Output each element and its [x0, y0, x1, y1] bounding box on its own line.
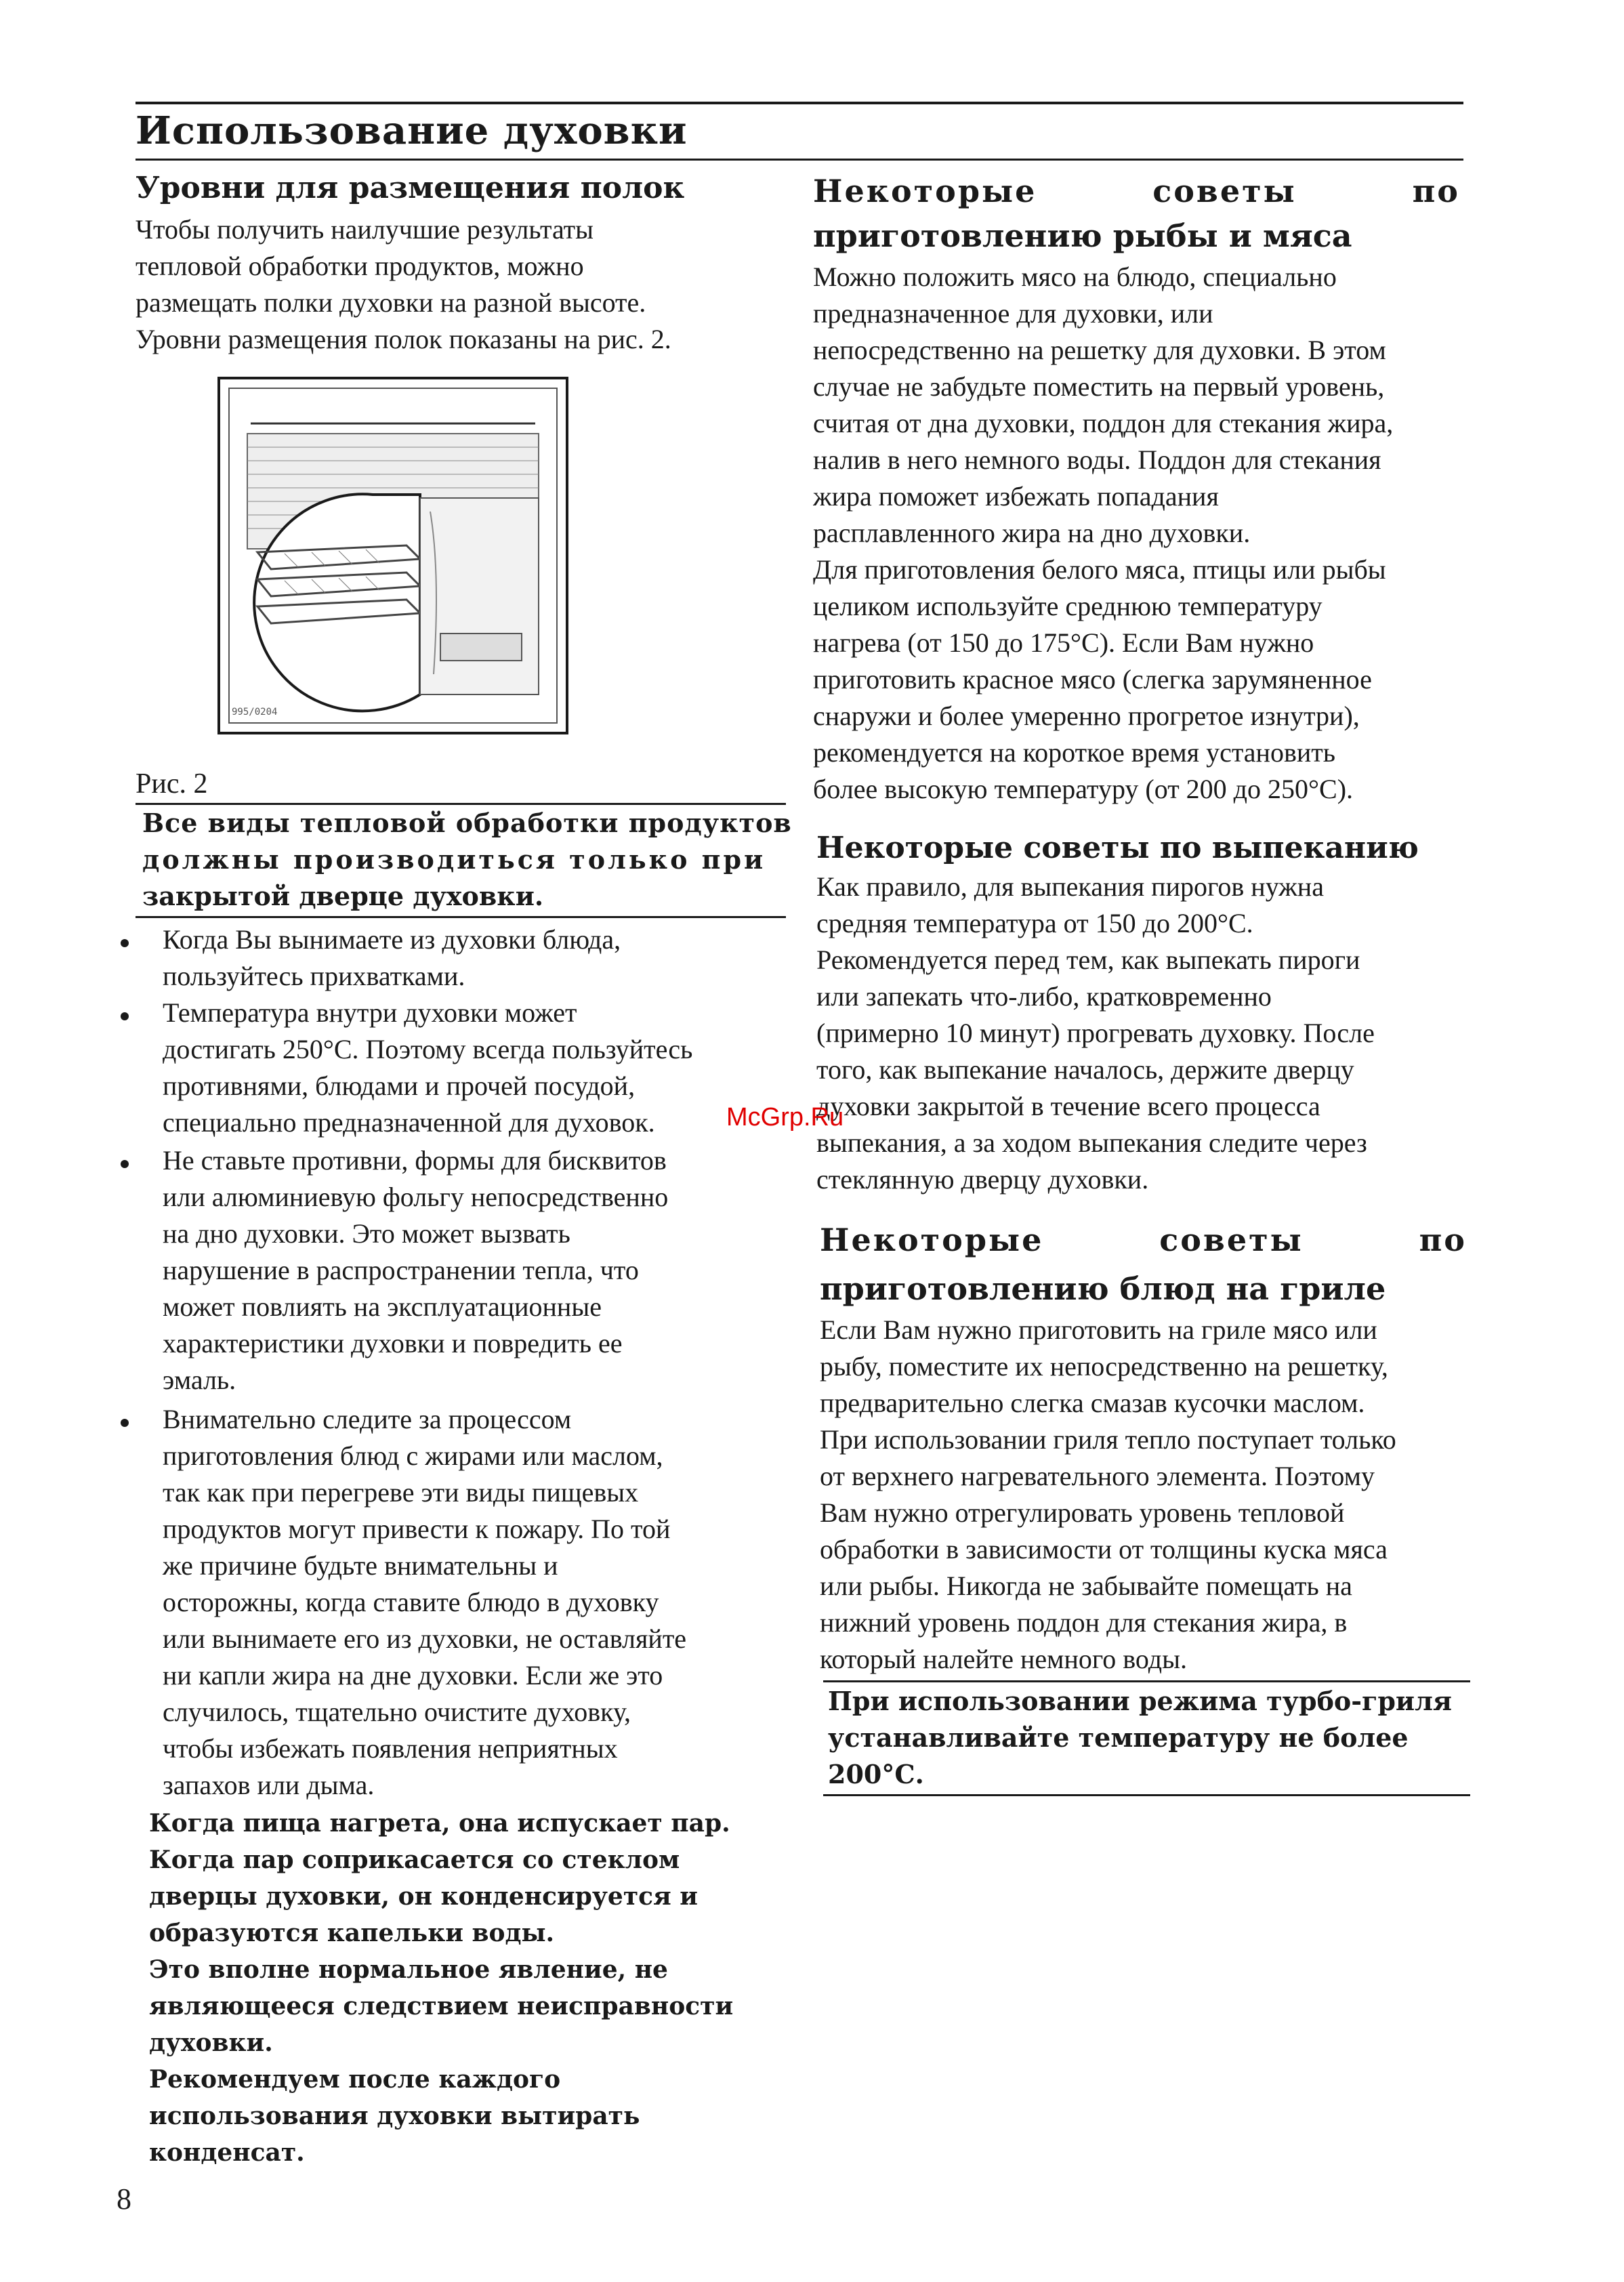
figure-code: 995/0204 — [232, 707, 278, 718]
title-rule — [136, 159, 1463, 161]
bullet-line: запахов или дыма. — [163, 1770, 375, 1800]
bullet-item — [163, 995, 692, 1141]
note-line: Это вполне нормальное явление, не — [149, 1955, 668, 1984]
body-line: Для приготовления белого мяса, птицы или рыбы — [813, 554, 1386, 585]
section-heading: Некоторые советы по — [820, 1222, 1467, 1258]
turbo-line: При использовании режима турбо-гриля — [828, 1686, 1452, 1716]
bullet-line: случилось, тщательно очистите духовку, — [163, 1697, 631, 1727]
bullet-line: Не ставьте противни, формы для бисквитов — [163, 1145, 667, 1176]
body-line: считая от дна духовки, поддон для стекания жира, — [813, 408, 1394, 438]
body-line: Если Вам нужно приготовить на гриле мясо или — [820, 1314, 1377, 1345]
turbo-bottom-rule — [823, 1794, 1470, 1796]
note-line: являющееся следствием неисправности — [149, 1992, 734, 2020]
body-line: целиком используйте среднюю температуру — [813, 591, 1323, 621]
body-line: более высокую температуру (от 200 до 250°С). — [813, 774, 1354, 804]
bullet-line: пользуйтесь прихватками. — [163, 961, 465, 991]
body-line: нагрева (от 150 до 175°С). Если Вам нужно — [813, 627, 1314, 658]
note-line: дверцы духовки, он конденсируется и — [149, 1882, 698, 1911]
figure-caption: Рис. 2 — [136, 768, 208, 800]
note-line: образуются капельки воды. — [149, 1919, 555, 1947]
body-line: жира поможет избежать попадания — [813, 481, 1219, 512]
page-number: 8 — [117, 2182, 131, 2216]
body-line: рекомендуется на короткое время установить — [813, 737, 1335, 768]
body-line: приготовить красное мясо (слегка зарумяненное — [813, 664, 1372, 694]
bullet-line: может повлиять на эксплуатационные — [163, 1291, 602, 1322]
bullet-line: Когда Вы вынимаете из духовки блюда, — [163, 924, 621, 955]
bullet-line: или вынимаете его из духовки, не оставляйте — [163, 1623, 687, 1654]
bullet-icon — [121, 1012, 129, 1020]
bullet-item — [163, 921, 621, 995]
body-line: Рекомендуется перед тем, как выпекать пироги — [816, 945, 1360, 975]
turbo-line: устанавливайте температуру не более — [828, 1722, 1409, 1753]
section-body — [820, 1312, 1470, 1678]
bullet-line: Внимательно следите за процессом — [163, 1404, 572, 1434]
bullet-line: или алюминиевую фольгу непосредственно — [163, 1182, 669, 1212]
left-intro — [136, 211, 786, 358]
section-heading: Некоторые советы по выпеканию — [816, 831, 1419, 865]
fish-meat-section — [813, 171, 1463, 808]
body-line: предназначенное для духовки, или — [813, 298, 1213, 329]
left-heading: Уровни для размещения полок — [136, 171, 685, 205]
section-heading: приготовлению рыбы и мяса — [813, 217, 1352, 254]
body-line: снаружи и более умеренно прогретое изнутри), — [813, 701, 1360, 731]
intro-line: размещать полки духовки на разной высоте. — [136, 287, 646, 318]
bullet-line: эмаль. — [163, 1365, 236, 1395]
bullet-line: же причине будьте внимательны и — [163, 1550, 558, 1581]
bullet-line: приготовления блюд с жирами или маслом, — [163, 1440, 663, 1471]
section-heading: Некоторые советы по — [813, 173, 1460, 209]
warning-block — [142, 805, 792, 915]
body-line: Как правило, для выпекания пирогов нужна — [816, 871, 1324, 902]
bullet-line: чтобы избежать появления неприятных — [163, 1733, 618, 1764]
bullet-line: ни капли жира на дне духовки. Если же это — [163, 1660, 663, 1690]
baking-section — [816, 828, 1467, 1198]
condensation-note — [149, 1805, 733, 2171]
body-line: расплавленного жира на дно духовки. — [813, 518, 1251, 548]
body-line: духовки закрытой в течение всего процесса — [816, 1091, 1320, 1121]
bullet-line: характеристики духовки и повредить ее — [163, 1328, 623, 1358]
body-line: (примерно 10 минут) прогревать духовку. После — [816, 1018, 1375, 1048]
watermark-text: McGrp.Ru — [726, 1103, 844, 1132]
note-line: конденсат. — [149, 2138, 305, 2167]
body-line: непосредственно на решетку для духовки. В этом — [813, 335, 1386, 365]
intro-line: тепловой обработки продуктов, можно — [136, 251, 584, 281]
bullet-line: достигать 250°С. Поэтому всегда пользуйтесь — [163, 1034, 693, 1064]
section-body — [813, 259, 1463, 808]
turbo-line: 200°С. — [828, 1759, 924, 1789]
bullet-icon — [121, 939, 129, 947]
note-line: Рекомендуем после каждого — [149, 2065, 561, 2094]
turbo-note — [828, 1683, 1452, 1793]
warning-bottom-rule — [136, 916, 786, 918]
bullet-icon — [121, 1419, 129, 1427]
bullet-icon — [121, 1160, 129, 1168]
body-line: нижний уровень поддон для стекания жира, в — [820, 1607, 1348, 1638]
body-line: от верхнего нагревательного элемента. Поэтому — [820, 1461, 1375, 1491]
bullet-line: так как при перегреве эти виды пищевых — [163, 1477, 639, 1508]
body-line: или запекать что-либо, кратковременно — [816, 981, 1272, 1012]
turbo-top-rule — [823, 1680, 1470, 1682]
page-title: Использование духовки — [136, 108, 688, 153]
intro-line: Чтобы получить наилучшие результаты — [136, 214, 594, 245]
note-line: использования духовки вытирать — [149, 2102, 640, 2130]
body-line: рыбу, поместите их непосредственно на решетку, — [820, 1351, 1388, 1382]
body-line: средняя температура от 150 до 200°С. — [816, 908, 1253, 938]
bullet-line: осторожны, когда ставите блюдо в духовку — [163, 1587, 659, 1617]
bullet-item — [163, 1142, 668, 1398]
note-line: Когда пар соприкасается со стеклом — [149, 1846, 680, 1874]
body-line: выпекания, а за ходом выпекания следите через — [816, 1127, 1367, 1158]
bullet-line: специально предназначенной для духовок. — [163, 1107, 655, 1138]
warning-line: Все виды тепловой обработки продуктов — [142, 808, 792, 838]
note-line: Когда пища нагрета, она испускает пар. — [149, 1809, 730, 1838]
body-line: обработки в зависимости от толщины куска мяса — [820, 1534, 1388, 1564]
oven-shelf-figure — [217, 376, 569, 735]
intro-line: Уровни размещения полок показаны на рис. 2. — [136, 324, 671, 354]
body-line: налив в него немного воды. Поддон для стекания — [813, 444, 1381, 475]
top-rule — [136, 102, 1463, 104]
bullet-line: на дно духовки. Это может вызвать — [163, 1218, 570, 1249]
oven-illustration-icon — [217, 376, 569, 735]
bullet-line: противнями, блюдами и прочей посудой, — [163, 1071, 636, 1101]
body-line: При использовании гриля тепло поступает только — [820, 1424, 1396, 1455]
bullet-item — [163, 1401, 686, 1804]
body-line: Вам нужно отрегулировать уровень тепловой — [820, 1497, 1345, 1528]
body-line: который налейте немного воды. — [820, 1644, 1187, 1674]
body-line: случае не забудьте поместить на первый уровень, — [813, 371, 1385, 402]
bullet-line: продуктов могут привести к пожару. По той — [163, 1514, 671, 1544]
grill-section — [820, 1220, 1470, 1678]
body-line: стеклянную дверцу духовки. — [816, 1164, 1149, 1195]
warning-line: закрытой дверце духовки. — [142, 881, 544, 911]
bullet-line: нарушение в распространении тепла, что — [163, 1255, 639, 1285]
section-heading: приготовлению блюд на гриле — [820, 1270, 1386, 1307]
bullet-line: Температура внутри духовки может — [163, 997, 577, 1028]
body-line: или рыбы. Никогда не забывайте помещать на — [820, 1571, 1352, 1601]
warning-line: должны производиться только при — [142, 844, 766, 875]
section-body — [816, 869, 1467, 1198]
note-line: духовки. — [149, 2029, 273, 2057]
body-line: того, как выпекание началось, держите дверцу — [816, 1054, 1354, 1085]
body-line: Можно положить мясо на блюдо, специально — [813, 262, 1337, 292]
body-line: предварительно слегка смазав кусочки маслом. — [820, 1388, 1365, 1418]
